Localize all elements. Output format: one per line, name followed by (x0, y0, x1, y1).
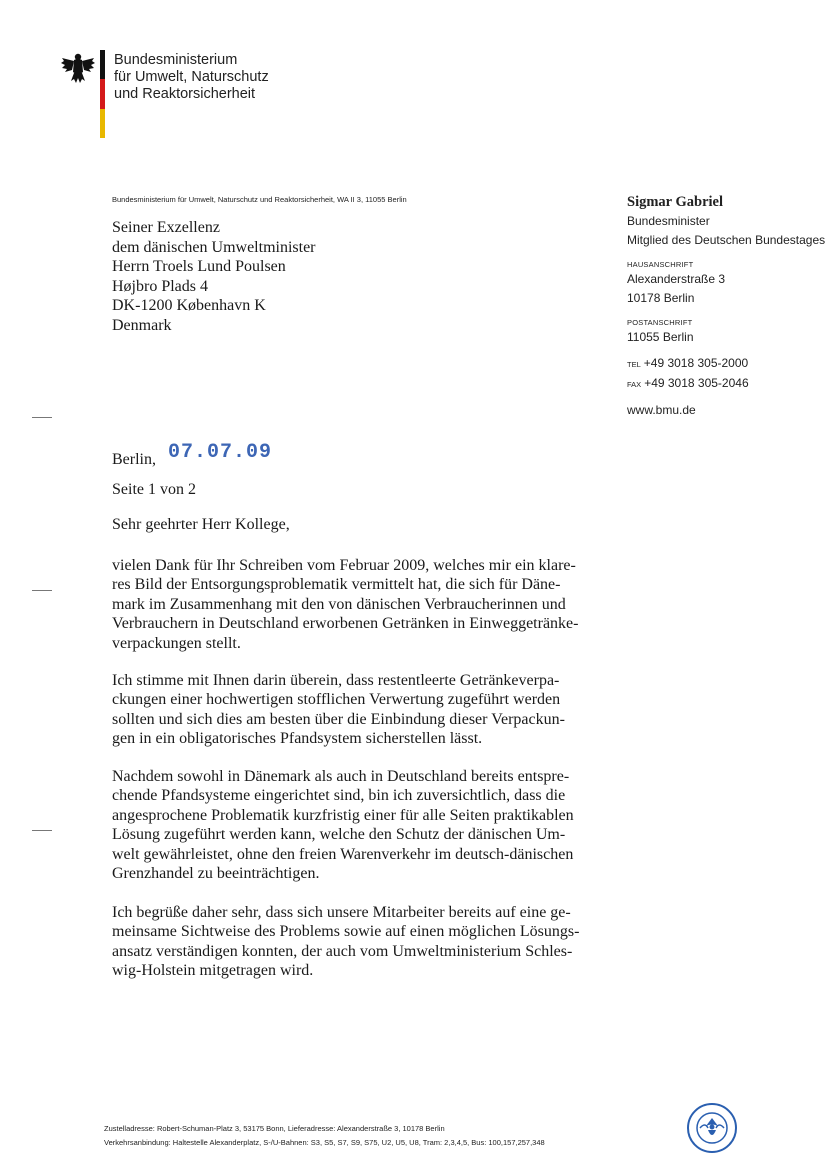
text-line: ckungen einer hochwertigen stofflichen Verwertung zugeführt werden (112, 691, 561, 709)
tel-label: TEL (627, 360, 641, 369)
website-link[interactable]: www.bmu.de (627, 403, 696, 417)
fold-mark (32, 830, 52, 831)
text-line: wig-Holstein mitgetragen wird. (112, 962, 314, 980)
body-paragraph (112, 903, 610, 981)
ministry-line: für Umwelt, Naturschutz (114, 69, 269, 85)
house-street: Alexanderstraße 3 (627, 272, 726, 286)
text-line: Ich stimme mit Ihnen darin überein, dass restentleerte Getränkeverpa- (112, 672, 560, 689)
sender-name: Sigmar Gabriel (627, 194, 723, 210)
footer-delivery-address: Zustelladresse: Robert-Schuman-Platz 3, 53175 Bonn, Lieferadresse: Alexanderstraße 3, 10178 Berlin (104, 1124, 445, 1133)
text-line: chende Pfandsysteme eingerichtet sind, bin ich zuversichtlich, dass die (112, 787, 566, 805)
date-line (112, 441, 273, 470)
text-line: Ich begrüße daher sehr, dass sich unsere Mitarbeiter bereits auf eine ge- (112, 904, 571, 921)
body-paragraph (112, 556, 610, 653)
date-stamp: 07.07.09 (168, 441, 273, 464)
recipient-line: Højbro Plads 4 (112, 277, 208, 295)
telephone (627, 354, 825, 374)
text-line: angesprochene Problematik kurzfristig einer für alle Seiten praktikablen (112, 806, 574, 824)
punch-mark (32, 590, 52, 591)
ministry-line: und Reaktorsicherheit (114, 86, 256, 102)
sender-title: Bundesminister (627, 214, 710, 228)
text-line: mark im Zusammenhang mit den von dänischen Verbraucherinnen und (112, 595, 566, 613)
house-address-label: HAUSANSCHRIFT (627, 260, 694, 269)
text-line: Grenzhandel zu beeinträchtigen. (112, 865, 320, 883)
text-line: sollten und sich dies am besten über die Einbindung dieser Verpackun- (112, 710, 565, 728)
text-line: Verbrauchern in Deutschland erworbenen Getränken in Einweggetränke- (112, 615, 579, 633)
text-line: res Bild der Entsorgungsproblematik vermittelt hat, die sich für Däne- (112, 576, 561, 594)
text-line: Lösung zugeführt werden kann, welche den Schutz der dänischen Um- (112, 826, 566, 844)
house-city: 10178 Berlin (627, 291, 695, 305)
fax-label: FAX (627, 380, 642, 389)
page-info: Seite 1 von 2 (112, 481, 196, 498)
sender-subtitle: Mitglied des Deutschen Bundestages (627, 233, 826, 247)
text-line: verpackungen stellt. (112, 634, 241, 652)
recipient-line: Seiner Exzellenz (112, 219, 220, 236)
ministry-name (114, 52, 269, 103)
text-line: Nachdem sowohl in Dänemark als auch in Deutschland bereits entspre- (112, 768, 570, 785)
text-line: vielen Dank für Ihr Schreiben vom Februar 2009, welches mir ein klare- (112, 557, 576, 574)
postal-address-label: POSTANSCHRIFT (627, 318, 693, 327)
german-flag-stripe (100, 50, 105, 138)
return-address: Bundesministerium für Umwelt, Naturschutz und Reaktorsicherheit, WA II 3, 11055 Berlin (112, 195, 407, 204)
recipient-line: dem dänischen Umweltminister (112, 238, 316, 256)
fax-number: +49 3018 305-2046 (644, 376, 749, 390)
postal-city: 11055 Berlin (627, 330, 694, 344)
recipient-address (112, 218, 316, 335)
ministry-line: Bundesministerium (114, 52, 238, 68)
text-line: meinsame Sichtweise des Problems sowie auf einen möglichen Lösungs- (112, 923, 580, 941)
footer (104, 1122, 545, 1150)
text-line: ansatz verständigen konnten, der auch vom Umweltministerium Schles- (112, 942, 573, 960)
tel-number: +49 3018 305-2000 (643, 356, 749, 370)
date-place: Berlin, (112, 451, 156, 468)
recipient-line: Herrn Troels Lund Poulsen (112, 258, 286, 275)
text-line: welt gewährleistet, ohne den freien Warenverkehr im deutsch-dänischen (112, 845, 574, 863)
sender-info (627, 193, 825, 420)
salutation: Sehr geehrter Herr Kollege, (112, 516, 290, 533)
footer-transport: Verkehrsanbindung: Haltestelle Alexanderplatz, S-/U-Bahnen: S3, S5, S7, S9, S75, U2, U5, U8, Tram: 2,3,4,5, Bus: 100,157,257,348 (104, 1138, 545, 1147)
federal-eagle-icon (60, 50, 96, 86)
fold-mark (32, 417, 52, 418)
blue-angel-eco-label-icon (686, 1102, 738, 1154)
fax (627, 374, 825, 394)
text-line: gen in ein obligatorisches Pfandsystem sicherstellen lässt. (112, 730, 483, 748)
recipient-line: DK-1200 København K (112, 297, 266, 314)
body-paragraph (112, 671, 610, 749)
recipient-line: Denmark (112, 316, 172, 334)
body-paragraph (112, 767, 610, 883)
